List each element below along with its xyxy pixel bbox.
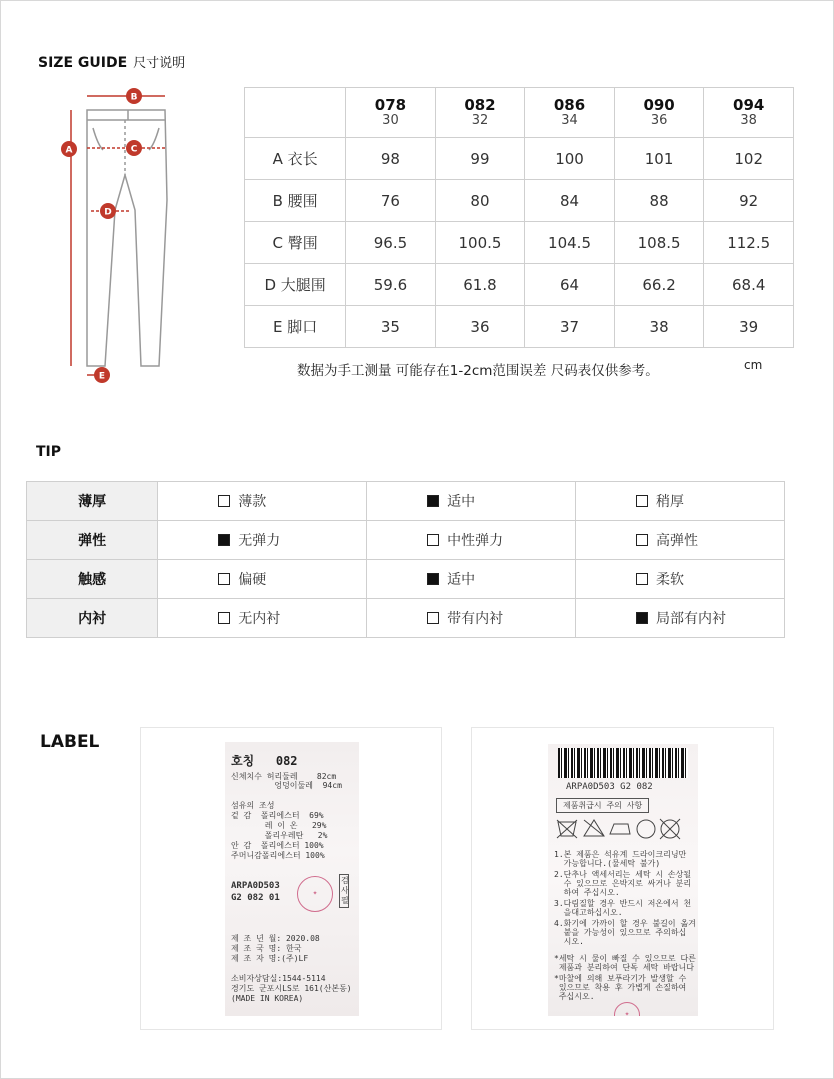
row-label: C 臀围	[245, 222, 346, 264]
tag-text-line: 주머니감폴리에스터 100%	[231, 851, 325, 860]
table-cell: 88	[614, 180, 704, 222]
label-photo-card-1	[140, 727, 442, 1030]
row-label: A 衣长	[245, 138, 346, 180]
table-cell: 84	[525, 180, 615, 222]
checkbox-unchecked	[218, 495, 230, 507]
table-cell: 37	[525, 306, 615, 348]
inspection-stamp: ✦	[297, 876, 333, 912]
checkbox-unchecked	[636, 573, 648, 585]
care-line: *세탁 시 물이 빠질 수 있으므로 다른	[554, 954, 696, 963]
tip-row	[27, 521, 785, 560]
table-cell: 66.2	[614, 264, 704, 306]
table-cell: 100	[525, 138, 615, 180]
tag-text-line: 엉덩이둘레 94cm	[231, 781, 342, 790]
barcode-icon	[558, 748, 688, 778]
table-cell: 68.4	[704, 264, 794, 306]
size-col-086: 086 34	[525, 88, 615, 138]
marker-b-text: B	[130, 92, 138, 103]
table-row	[245, 306, 794, 348]
table-cell: 80	[435, 180, 525, 222]
tip-category: 触感	[27, 560, 158, 599]
tip-option: 偏硬	[158, 560, 367, 599]
care-line: 을대고하십시오.	[554, 908, 623, 917]
tag-text-line: 신체치수 허리둘레 82cm	[231, 772, 337, 781]
checkbox-unchecked	[636, 495, 648, 507]
table-cell: 100.5	[435, 222, 525, 264]
care-line: 3.다림질할 경우 반드시 저온에서 천	[554, 899, 692, 908]
care-line: *마찰에 의해 보푸라기가 발생할 수	[554, 974, 687, 983]
marker-a-text: A	[65, 145, 73, 156]
checkbox-checked	[427, 573, 439, 585]
checkbox-unchecked	[636, 534, 648, 546]
tag-text-line: 겉 감 폴리에스터 69%	[231, 811, 324, 820]
checkbox-unchecked	[218, 612, 230, 624]
tip-option: 局部有内衬	[576, 599, 785, 638]
table-cell: 96.5	[346, 222, 435, 264]
tip-category: 薄厚	[27, 482, 158, 521]
checkbox-unchecked	[427, 534, 439, 546]
care-line: 4.화기에 가까이 할 경우 불길이 옮겨	[554, 919, 696, 928]
tip-option: 无内衬	[158, 599, 367, 638]
tag-text-line: 안 감 폴리에스터 100%	[231, 841, 324, 850]
table-cell: 59.6	[346, 264, 435, 306]
care-line: 수 있으므로 은박지로 싸거나 분리	[554, 879, 692, 888]
tip-option: 无弹力	[158, 521, 367, 560]
table-cell: 112.5	[704, 222, 794, 264]
size-guide-heading	[38, 52, 185, 71]
dry-clean-icon	[637, 820, 655, 838]
table-row	[245, 222, 794, 264]
size-col-094: 094 38	[704, 88, 794, 138]
tip-option: 薄款	[158, 482, 367, 521]
tip-category: 弹性	[27, 521, 158, 560]
care-line: 제품과 분리하여 단독 세탁 바랍니다	[554, 963, 695, 972]
checkbox-checked	[427, 495, 439, 507]
size-table	[244, 87, 794, 348]
row-label: E 脚口	[245, 306, 346, 348]
care-line: 하여 주십시오.	[554, 888, 620, 897]
care-line: 가능합니다.(물세탁 불가)	[554, 859, 661, 868]
checkbox-unchecked	[427, 612, 439, 624]
tag-barcode-code: ARPA0D503 G2 082	[566, 782, 653, 792]
table-row	[245, 180, 794, 222]
row-label: B 腰围	[245, 180, 346, 222]
tip-row	[27, 482, 785, 521]
tag-text-line: 폴리우레탄 2%	[231, 831, 328, 840]
size-guide-subtitle: 尺寸说明	[133, 56, 186, 71]
care-line: 1.본 제품은 석유계 드라이크리닝만	[554, 850, 687, 859]
tip-option: 适中	[367, 560, 576, 599]
tip-title: TIP	[36, 444, 62, 460]
tip-option: 带有内衬	[367, 599, 576, 638]
care-label-tag	[548, 744, 698, 1016]
care-line: 주십시오.	[554, 992, 595, 1001]
table-cell: 36	[435, 306, 525, 348]
tip-table	[26, 481, 785, 638]
size-col-090: 090 36	[614, 88, 704, 138]
tag-text-line: 레 이 온 29%	[231, 821, 327, 830]
table-cell: 101	[614, 138, 704, 180]
marker-e-text: E	[98, 371, 106, 382]
size-header-corner	[245, 88, 346, 138]
tip-option: 中性弹力	[367, 521, 576, 560]
table-cell: 102	[704, 138, 794, 180]
size-col-082: 082 32	[435, 88, 525, 138]
row-label: D 大腿围	[245, 264, 346, 306]
tag-lot-code: G2 082 01	[231, 893, 280, 903]
iron-icon	[610, 824, 630, 834]
tag-inspection-box: 검사필	[339, 874, 349, 908]
care-stamp: ✦	[614, 1002, 640, 1016]
care-line: 시오.	[554, 937, 584, 946]
tip-option: 高弹性	[576, 521, 785, 560]
care-line: 붙을 가능성이 있으므로 주의하십	[554, 928, 687, 937]
table-cell: 98	[346, 138, 435, 180]
marker-d-text: D	[104, 207, 112, 218]
tag-text-line: 섬유의 조성	[231, 801, 275, 810]
tag-size-line: 호칭 082	[231, 754, 298, 768]
table-cell: 61.8	[435, 264, 525, 306]
care-line: 2.단추나 액세서리는 세탁 시 손상될	[554, 870, 692, 879]
tag-text-line: (MADE IN KOREA)	[231, 994, 304, 1003]
checkbox-unchecked	[218, 573, 230, 585]
table-row	[245, 264, 794, 306]
checkbox-checked	[636, 612, 648, 624]
measurement-note: 数据为手工测量 可能存在1-2cm范围误差 尺码表仅供参考。	[297, 363, 659, 379]
fabric-label-tag	[225, 742, 359, 1016]
table-cell: 39	[704, 306, 794, 348]
marker-c-text: C	[130, 144, 138, 155]
care-symbols	[554, 816, 694, 842]
unit-label: cm	[744, 358, 763, 372]
table-cell: 99	[435, 138, 525, 180]
pants-measurement-diagram	[55, 80, 175, 390]
tag-text-line: 경기도 군포시LS로 161(산본동)	[231, 984, 352, 993]
tag-text-line: 소비자상담실:1544-5114	[231, 974, 326, 983]
label-title: LABEL	[40, 732, 100, 752]
measurement-lines	[71, 96, 165, 375]
tip-option: 适中	[367, 482, 576, 521]
table-cell: 108.5	[614, 222, 704, 264]
tip-option: 稍厚	[576, 482, 785, 521]
label-photo-card-2	[471, 727, 774, 1030]
tag-text-line: 제 조 년 월: 2020.08	[231, 934, 320, 943]
care-heading: 제품취급시 주의 사항	[556, 798, 649, 813]
care-line: 있으므로 착용 후 가볍게 손질하여	[554, 983, 687, 992]
table-cell: 104.5	[525, 222, 615, 264]
table-cell: 92	[704, 180, 794, 222]
size-header-row	[245, 88, 794, 138]
table-cell: 64	[525, 264, 615, 306]
tag-text-line: 제 조 국 명: 한국	[231, 944, 302, 953]
tip-row	[27, 599, 785, 638]
tag-style-code: ARPA0D503	[231, 881, 280, 891]
tip-category: 内衬	[27, 599, 158, 638]
tip-option: 柔软	[576, 560, 785, 599]
tag-text-line: 제 조 자 명:(주)LF	[231, 954, 309, 963]
checkbox-checked	[218, 534, 230, 546]
table-row	[245, 138, 794, 180]
size-col-078: 078 30	[346, 88, 435, 138]
table-cell: 76	[346, 180, 435, 222]
table-cell: 38	[614, 306, 704, 348]
tip-row	[27, 560, 785, 599]
table-cell: 35	[346, 306, 435, 348]
size-guide-title: SIZE GUIDE	[38, 55, 128, 71]
